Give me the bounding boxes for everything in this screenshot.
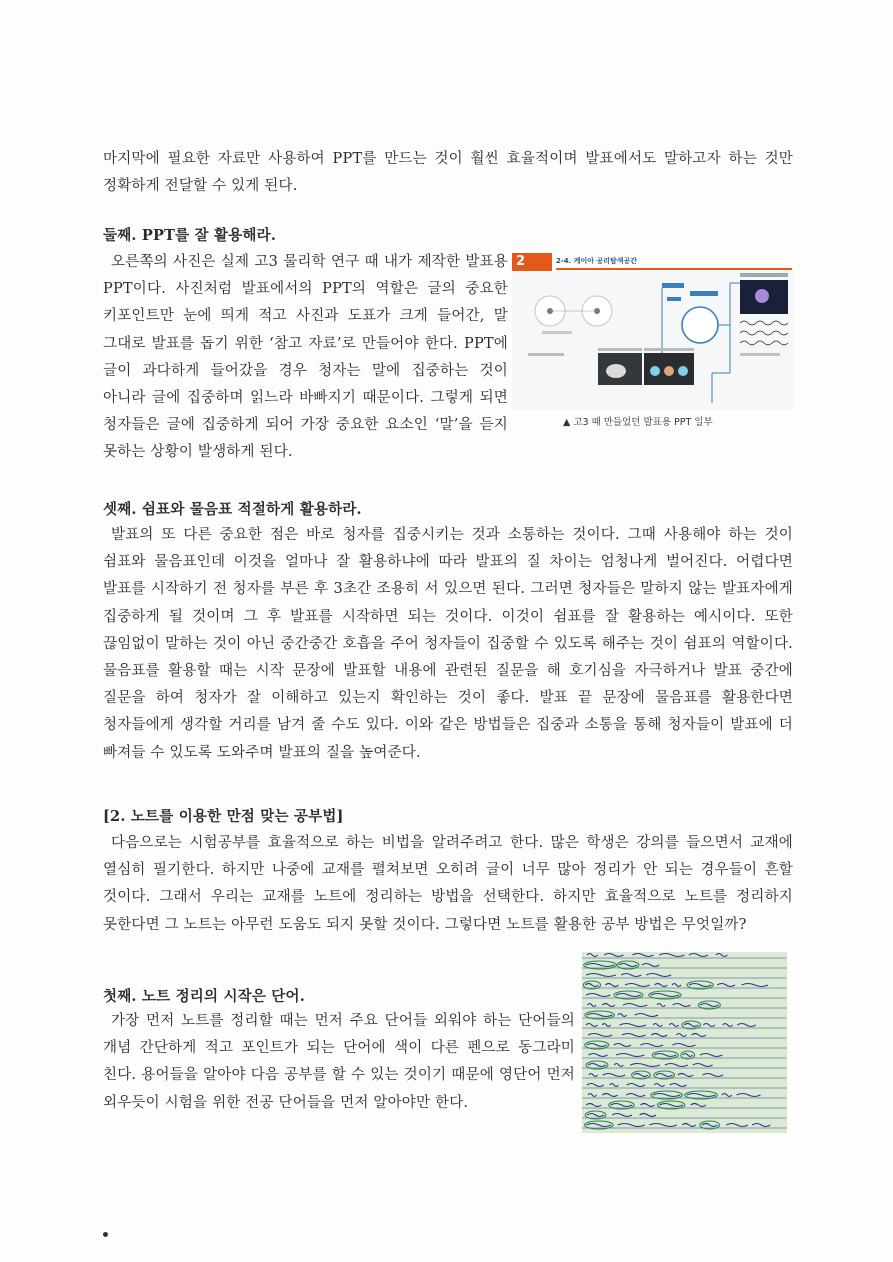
note-handwriting-stroke: [616, 1054, 644, 1057]
note-handwriting-stroke: [589, 1074, 598, 1077]
note-handwriting-stroke: [717, 984, 735, 987]
paragraph-pause-question: 발표의 또 다른 중요한 점은 바로 청자를 집중시키는 것과 소통하는 것이다. 그때 사용해야 하는 것이 쉼표와 물음표인데 이것을 얼마나 잘 활용하냐에 따라 발표의 질 차이는 엄청나게 벌어진다. 어렵다면 발표를 시작하기 전 청자를 부른 후 3초간 조용히 서 있으면 된다. 그러면 청자들은 말하지 않는 발표자에게 집중하게 될 것이며 그 후 발표를 시작하면 되는 것이다. 이것이 쉼표를 잘 활용하는 예시이다. 또한 끊임없이 말하는 것이 아닌 중간중간 호흡을 주어 청자들이 집중할 수 있도록 해주는 것이 쉼표의 역할이다. 물음표를 활용할 때는 시작 문장에 발표할 내용에 관련된 질문을 해 호기심을 자극하거나 발표 중간에 질문을 하여 청자가 잘 이해하고 있는지 확인하는 것이 좋다. 발표 끝 문장에 물음표를 활용한다면 청자들에게 생각할 거리를 남겨 줄 수도 있다. 이와 같은 방법들은 집중과 소통을 통해 청자들이 발표에 더 빠져들 수 있도록 도와주며 발표의 질을 높여준다.: [103, 527, 793, 761]
note-handwriting-stroke: [587, 1124, 612, 1127]
handwritten-note-drawing: [582, 952, 787, 1133]
note-handwriting-stroke: [635, 1014, 658, 1017]
note-handwriting-stroke: [602, 1004, 615, 1007]
note-handwriting-stroke: [587, 954, 598, 957]
note-handwriting-stroke: [587, 1084, 604, 1087]
note-handwriting-stroke: [672, 1044, 695, 1047]
note-handwriting-stroke: [673, 1004, 691, 1007]
note-handwriting-stroke: [621, 974, 641, 977]
note-handwriting-stroke: [716, 954, 727, 957]
note-handwriting-stroke: [689, 954, 708, 957]
note-handwriting-stroke: [602, 1094, 618, 1097]
ppt-slide-title: 2-4. 케이아 공리탐색공간: [556, 257, 638, 265]
note-handwriting-stroke: [742, 984, 768, 987]
note-handwriting-stroke: [620, 1024, 647, 1027]
note-handwriting-stroke: [586, 994, 610, 997]
note-handwriting-stroke: [623, 1004, 647, 1007]
note-handwriting-stroke: [752, 1124, 770, 1127]
note-handwriting-stroke: [657, 1004, 665, 1007]
paragraph-text: 마지막에 필요한 자료만 사용하여 PPT를 만드는 것이 훨씬 효율적이며 발표에서도 말하고자 하는 것만 정확하게 전달할 수 있게 된다.: [103, 151, 793, 195]
note-handwriting-stroke: [722, 1094, 732, 1097]
note-handwriting-stroke: [586, 1024, 598, 1027]
note-handwriting-stroke: [702, 1124, 718, 1127]
note-handwriting-stroke: [630, 1064, 660, 1067]
note-handwriting-stroke: [588, 1094, 597, 1097]
note-handwriting-stroke: [682, 1124, 695, 1127]
note-handwriting-stroke: [653, 1024, 662, 1027]
note-handwriting-stroke: [654, 1084, 664, 1087]
note-handwriting-stroke: [649, 1124, 677, 1127]
note-handwriting-stroke: [703, 1024, 715, 1027]
note-handwriting-stroke: [604, 954, 623, 957]
note-handwriting-stroke: [655, 984, 668, 987]
note-handwriting-stroke: [640, 1044, 663, 1047]
note-handwriting-stroke: [626, 1094, 645, 1097]
note-handwriting-stroke: [691, 1104, 706, 1107]
ppt-slide-badge: 2: [512, 253, 552, 271]
note-handwriting-stroke: [687, 1094, 716, 1097]
note-handwriting-stroke: [585, 984, 598, 987]
note-handwriting-stroke: [614, 1064, 623, 1067]
note-handwriting-stroke: [589, 1054, 608, 1057]
note-handwriting-stroke: [659, 954, 684, 957]
note-handwriting-stroke: [651, 1034, 667, 1037]
handwritten-note-image: [582, 952, 787, 1133]
page-marker-dot: [103, 1232, 108, 1237]
note-handwriting-stroke: [651, 994, 679, 997]
note-handwriting-stroke: [700, 1004, 718, 1007]
note-handwriting-stroke: [611, 1104, 633, 1107]
section-heading-pause-question: 셋째. 쉼표와 물음표 적절하게 활용하라.: [103, 501, 362, 518]
note-handwriting-stroke: [641, 1104, 655, 1107]
note-handwriting-stroke: [700, 1054, 722, 1057]
note-handwriting-stroke: [614, 1044, 631, 1047]
note-handwriting-stroke: [683, 1054, 693, 1057]
paragraph-ppt-usage: 오른쪽의 사진은 실제 고3 물리학 연구 때 내가 제작한 발표용 PPT이다. 사진처럼 발표에서의 PPT의 역할은 글의 중요한 키포인트만 눈에 띄게 적고 사진과 도표가 크게 들어간, 말 그대로 발표를 돕기 위한 ‘참고 자료’로 만들어야 한다. PPT에 글이 과다하게 들어갔을 경우 청자는 말에 집중하는 것이 아니라 글에 집중하며 읽느라 바빠지기 때문이다. 그렇게 되면 청자들은 글에 집중하게 되어 가장 중요한 요소인 ‘말’을 듣지 못하는 상황이 발생하게 된다.: [103, 254, 508, 461]
note-handwriting-stroke: [670, 1084, 687, 1087]
ppt-slide-diagram: [512, 253, 794, 410]
note-handwriting-stroke: [693, 1064, 713, 1067]
note-handwriting-stroke: [703, 1074, 724, 1077]
note-handwriting-stroke: [602, 1024, 610, 1027]
paragraph-words: 가장 먼저 노트를 정리할 때는 먼저 주요 단어들 외워야 하는 단어들의 개념 간단하게 적고 포인트가 되는 단어에 색이 다른 펜으로 동그라미 친다. 용어들을 알아야 다음 공부를 할 수 있는 것이기 때문에 영단어 먼저 외우듯이 시험을 위한 전공 단어들을 먼저 알아야만 한다.: [103, 1013, 575, 1111]
note-handwriting-stroke: [610, 1084, 619, 1087]
note-handwriting-stroke: [726, 1124, 748, 1127]
note-handwriting-stroke: [653, 1094, 681, 1097]
note-handwriting-stroke: [587, 1044, 607, 1047]
note-handwriting-stroke: [633, 954, 654, 957]
note-handwriting-stroke: [588, 1004, 597, 1007]
note-handwriting-stroke: [625, 984, 650, 987]
note-handwriting-stroke: [587, 1114, 604, 1117]
note-handwriting-stroke: [618, 1124, 645, 1127]
note-handwriting-stroke: [737, 1024, 756, 1027]
note-handwriting-stroke: [605, 984, 618, 987]
note-handwriting-stroke: [672, 984, 681, 987]
note-handwriting-stroke: [622, 1034, 646, 1037]
note-handwriting-stroke: [669, 1024, 678, 1027]
note-handwriting-stroke: [603, 1074, 625, 1077]
note-handwriting-stroke: [689, 984, 711, 987]
ppt-figure-caption: ▲ 고3 때 만들었던 발표용 PPT 일부: [563, 417, 713, 428]
note-handwriting-stroke: [676, 1034, 686, 1037]
note-handwriting-stroke: [678, 1074, 694, 1077]
note-handwriting-stroke: [627, 1084, 645, 1087]
section-heading-words: 첫째. 노트 정리의 시작은 단어.: [103, 988, 305, 1005]
note-handwriting-stroke: [619, 964, 637, 967]
note-handwriting-stroke: [654, 1054, 676, 1057]
ppt-slide-image: [512, 253, 794, 410]
note-handwriting-stroke: [586, 964, 615, 967]
paragraph-intro-end: [103, 146, 793, 200]
note-handwriting-stroke: [723, 1024, 733, 1027]
note-handwriting-stroke: [737, 1094, 761, 1097]
note-handwriting-stroke: [659, 1104, 683, 1107]
note-handwriting-stroke: [691, 1034, 706, 1037]
section-heading-ppt: 둘째. PPT를 잘 활용해라.: [103, 227, 277, 244]
note-handwriting-stroke: [656, 1074, 673, 1077]
note-handwriting-stroke: [646, 974, 671, 977]
note-handwriting-stroke: [586, 1104, 601, 1107]
note-handwriting-stroke: [642, 964, 659, 967]
note-handwriting-stroke: [588, 1034, 612, 1037]
note-handwriting-stroke: [616, 994, 641, 997]
note-handwriting-stroke: [587, 1014, 612, 1017]
part-heading-note-study: [2. 노트를 이용한 만점 맞는 공부법]: [103, 808, 344, 825]
note-handwriting-stroke: [634, 1074, 649, 1077]
note-handwriting-stroke: [640, 1114, 656, 1117]
note-handwriting-stroke: [684, 1024, 699, 1027]
note-handwriting-stroke: [618, 1014, 627, 1017]
note-handwriting-stroke: [612, 1114, 632, 1117]
note-handwriting-stroke: [588, 1064, 606, 1067]
note-handwriting-stroke: [665, 1064, 688, 1067]
note-handwriting-stroke: [586, 974, 616, 977]
paragraph-note-study: 다음으로는 시험공부를 효율적으로 하는 비법을 알려주려고 한다. 많은 학생은 강의를 들으면서 교재에 열심히 필기한다. 하지만 나중에 교재를 펼쳐보면 오히려 글이 너무 많아 정리가 안 되는 경우들이 흔할 것이다. 그래서 우리는 교재를 노트에 정리하는 방법을 선택한다. 하지만 효율적으로 노트를 정리하지 못한다면 그 노트는 아무런 도움도 되지 못할 것이다. 그렇다면 노트를 활용한 공부 방법은 무엇일까?: [103, 835, 793, 933]
